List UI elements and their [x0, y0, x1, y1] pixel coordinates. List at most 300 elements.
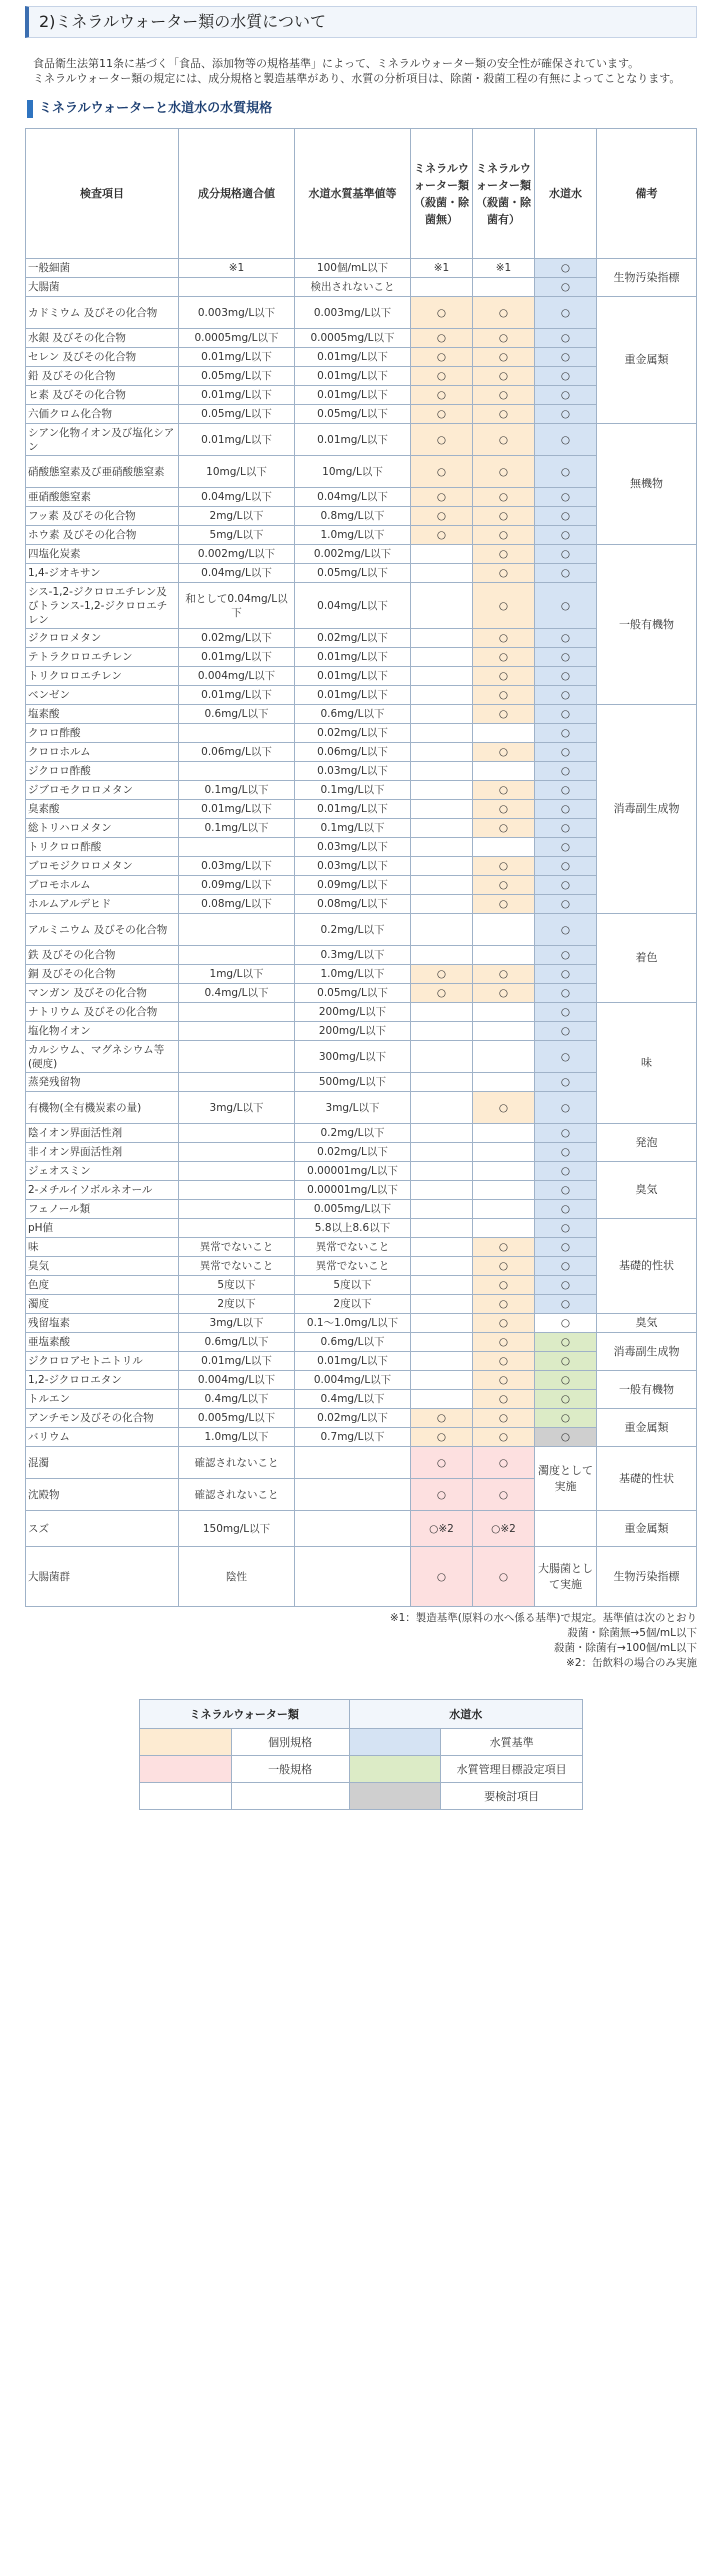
- tap-value: 1.0mg/L以下: [295, 526, 411, 545]
- tap-water-mark: ○: [535, 667, 597, 686]
- tap-value: 0.02mg/L以下: [295, 724, 411, 743]
- mw-sterilize-mark: ○: [473, 1092, 535, 1124]
- table-row: [26, 1143, 697, 1162]
- mw-no-sterilize-mark: ○: [411, 488, 473, 507]
- mw-no-sterilize-mark: ○: [411, 329, 473, 348]
- table-row: [26, 545, 697, 564]
- item-name: 蒸発残留物: [26, 1073, 179, 1092]
- mineral-value: 0.005mg/L以下: [179, 1409, 295, 1428]
- mineral-value: 5mg/L以下: [179, 526, 295, 545]
- mw-sterilize-mark: ○: [473, 800, 535, 819]
- mw-sterilize-mark: ○: [473, 405, 535, 424]
- table-row: [26, 838, 697, 857]
- mineral-value: 0.03mg/L以下: [179, 857, 295, 876]
- mw-no-sterilize-mark: ○: [411, 456, 473, 488]
- item-name: トリクロロ酢酸: [26, 838, 179, 857]
- remark: 発泡: [597, 1124, 697, 1162]
- mineral-value: 0.05mg/L以下: [179, 405, 295, 424]
- item-name: ヒ素 及びその化合物: [26, 386, 179, 405]
- mw-sterilize-mark: ○: [473, 819, 535, 838]
- mw-sterilize-mark: ○: [473, 648, 535, 667]
- mw-no-sterilize-mark: ○: [411, 984, 473, 1003]
- item-name: トルエン: [26, 1390, 179, 1409]
- mw-sterilize-mark: ○: [473, 367, 535, 386]
- mw-no-sterilize-mark: [411, 583, 473, 629]
- mw-no-sterilize-mark: [411, 1143, 473, 1162]
- tap-value: 500mg/L以下: [295, 1073, 411, 1092]
- tap-value: 0.01mg/L以下: [295, 367, 411, 386]
- footnote-1: ※1：製造基準(原料の水へ係る基準)で規定。基準値は次のとおり: [389, 1612, 697, 1624]
- tap-value: 0.6mg/L以下: [295, 705, 411, 724]
- tap-water-mark: ○: [535, 297, 597, 329]
- table-row: [26, 367, 697, 386]
- header-tap-value: 水道水質基準値等: [295, 129, 411, 259]
- mineral-value: 0.04mg/L以下: [179, 488, 295, 507]
- mw-no-sterilize-mark: [411, 1041, 473, 1073]
- item-name: 色度: [26, 1276, 179, 1295]
- table-row: [26, 1295, 697, 1314]
- item-name: ホルムアルデヒド: [26, 895, 179, 914]
- tap-note: 濁度として実施: [535, 1447, 597, 1511]
- table-body: [26, 259, 697, 1607]
- item-name: ホウ素 及びその化合物: [26, 526, 179, 545]
- tap-water-mark: ○: [535, 564, 597, 583]
- mw-no-sterilize-mark: [411, 564, 473, 583]
- table-row: [26, 667, 697, 686]
- tap-water-mark: ○: [535, 488, 597, 507]
- table-row: [26, 1041, 697, 1073]
- mineral-value: [179, 838, 295, 857]
- tap-value: 0.3mg/L以下: [295, 946, 411, 965]
- table-row: [26, 1276, 697, 1295]
- tap-water-mark: ○: [535, 1092, 597, 1124]
- tap-water-mark: ○: [535, 1295, 597, 1314]
- mw-no-sterilize-mark: ○: [411, 297, 473, 329]
- tap-note: 大腸菌として実施: [535, 1547, 597, 1607]
- item-name: フッ素 及びその化合物: [26, 507, 179, 526]
- table-row: [26, 895, 697, 914]
- legend-water-quality: 水質基準: [441, 1729, 583, 1756]
- tap-value: 100個/mL以下: [295, 259, 411, 278]
- item-name: 混濁: [26, 1447, 179, 1479]
- mw-no-sterilize-mark: [411, 1238, 473, 1257]
- mw-sterilize-mark: ○: [473, 1409, 535, 1428]
- mineral-value: [179, 946, 295, 965]
- item-name: 塩化物イオン: [26, 1022, 179, 1041]
- tap-value: 0.02mg/L以下: [295, 1143, 411, 1162]
- table-row: [26, 1314, 697, 1333]
- item-name: 鉄 及びその化合物: [26, 946, 179, 965]
- table-row: [26, 1124, 697, 1143]
- mw-sterilize-mark: ○: [473, 1447, 535, 1479]
- mw-no-sterilize-mark: [411, 1257, 473, 1276]
- item-name: トリクロロエチレン: [26, 667, 179, 686]
- mw-no-sterilize-mark: [411, 1295, 473, 1314]
- item-name: 非イオン界面活性剤: [26, 1143, 179, 1162]
- tap-value: 0.04mg/L以下: [295, 488, 411, 507]
- tap-water-mark: ○: [535, 965, 597, 984]
- table-row: [26, 278, 697, 297]
- tap-water-mark: ○: [535, 914, 597, 946]
- tap-value: 10mg/L以下: [295, 456, 411, 488]
- tap-water-mark: ○: [535, 800, 597, 819]
- tap-value: 異常でないこと: [295, 1257, 411, 1276]
- table-row: [26, 1238, 697, 1257]
- item-name: シス-1,2-ジクロロエチレン及びトランス-1,2-ジクロロエチレン: [26, 583, 179, 629]
- tap-value: 0.003mg/L以下: [295, 297, 411, 329]
- table-row: [26, 724, 697, 743]
- table-row: [26, 876, 697, 895]
- mw-sterilize-mark: ○: [473, 1257, 535, 1276]
- table-row: [26, 762, 697, 781]
- tap-value: 5.8以上8.6以下: [295, 1219, 411, 1238]
- item-name: pH値: [26, 1219, 179, 1238]
- item-name: ナトリウム 及びその化合物: [26, 1003, 179, 1022]
- mw-no-sterilize-mark: [411, 1333, 473, 1352]
- mineral-value: 異常でないこと: [179, 1257, 295, 1276]
- tap-value: 0.02mg/L以下: [295, 1409, 411, 1428]
- mineral-value: 異常でないこと: [179, 1238, 295, 1257]
- tap-water-mark: ○: [535, 329, 597, 348]
- tap-value: 0.05mg/L以下: [295, 984, 411, 1003]
- table-row: [26, 488, 697, 507]
- tap-water-mark: ○: [535, 781, 597, 800]
- tap-water-mark: ○: [535, 629, 597, 648]
- tap-value: 0.00001mg/L以下: [295, 1181, 411, 1200]
- tap-value: 0.00001mg/L以下: [295, 1162, 411, 1181]
- footnote-1b: 殺菌・除菌有→100個/mL以下: [554, 1642, 697, 1654]
- mw-sterilize-mark: [473, 278, 535, 297]
- footnote-2: ※2：缶飲料の場合のみ実施: [566, 1657, 697, 1669]
- tap-water-mark: ○: [535, 583, 597, 629]
- item-name: 大腸菌群: [26, 1547, 179, 1607]
- mw-no-sterilize-mark: [411, 1219, 473, 1238]
- header-test-item: 検査項目: [26, 129, 179, 259]
- tap-water-mark: ○: [535, 259, 597, 278]
- tap-water-mark: ○: [535, 1162, 597, 1181]
- tap-value: 0.03mg/L以下: [295, 838, 411, 857]
- item-name: 鉛 及びその化合物: [26, 367, 179, 386]
- mineral-value: 0.01mg/L以下: [179, 424, 295, 456]
- tap-value: 200mg/L以下: [295, 1022, 411, 1041]
- tap-water-mark: ○: [535, 1073, 597, 1092]
- tap-value: 0.01mg/L以下: [295, 648, 411, 667]
- table-row: [26, 1200, 697, 1219]
- mineral-value: ※1: [179, 259, 295, 278]
- table-row: [26, 1390, 697, 1409]
- mw-no-sterilize-mark: [411, 667, 473, 686]
- tap-water-mark: ○: [535, 819, 597, 838]
- mw-sterilize-mark: ○: [473, 1428, 535, 1447]
- mw-sterilize-mark: ○: [473, 545, 535, 564]
- mw-no-sterilize-mark: [411, 1200, 473, 1219]
- tap-water-mark: ○: [535, 648, 597, 667]
- mw-no-sterilize-mark: [411, 1181, 473, 1200]
- mw-no-sterilize-mark: [411, 1371, 473, 1390]
- table-row: [26, 1073, 697, 1092]
- tap-value: 0.01mg/L以下: [295, 386, 411, 405]
- mw-no-sterilize-mark: ○: [411, 1479, 473, 1511]
- table-row: [26, 386, 697, 405]
- table-row: [26, 259, 697, 278]
- item-name: 大腸菌: [26, 278, 179, 297]
- mw-no-sterilize-mark: [411, 895, 473, 914]
- mineral-value: [179, 1219, 295, 1238]
- mw-sterilize-mark: ○: [473, 705, 535, 724]
- remark: 味: [597, 1003, 697, 1124]
- mineral-value: 0.04mg/L以下: [179, 564, 295, 583]
- mw-no-sterilize-mark: [411, 1022, 473, 1041]
- item-name: 総トリハロメタン: [26, 819, 179, 838]
- item-name: テトラクロロエチレン: [26, 648, 179, 667]
- item-name: 亜硝酸態窒素: [26, 488, 179, 507]
- item-name: シアン化物イオン及び塩化シアン: [26, 424, 179, 456]
- table-row: [26, 965, 697, 984]
- tap-water-mark: ○: [535, 386, 597, 405]
- mw-sterilize-mark: [473, 1041, 535, 1073]
- mw-sterilize-mark: ○: [473, 984, 535, 1003]
- mw-no-sterilize-mark: [411, 781, 473, 800]
- item-name: 一般細菌: [26, 259, 179, 278]
- mw-no-sterilize-mark: [411, 876, 473, 895]
- mw-sterilize-mark: [473, 1219, 535, 1238]
- table-row: [26, 1022, 697, 1041]
- section-heading: ミネラルウォーターと水道水の水質規格: [27, 100, 697, 118]
- legend-target: 水質管理目標設定項目: [441, 1756, 583, 1783]
- mw-sterilize-mark: [473, 1073, 535, 1092]
- legend-table: [139, 1699, 583, 1810]
- mw-sterilize-mark: ○※2: [473, 1511, 535, 1547]
- mineral-value: 3mg/L以下: [179, 1092, 295, 1124]
- tap-value: 0.01mg/L以下: [295, 686, 411, 705]
- mineral-value: 0.01mg/L以下: [179, 800, 295, 819]
- item-name: セレン 及びその化合物: [26, 348, 179, 367]
- mineral-value: [179, 1124, 295, 1143]
- legend-review: 要検討項目: [441, 1783, 583, 1810]
- item-name: スズ: [26, 1511, 179, 1547]
- mw-no-sterilize-mark: [411, 857, 473, 876]
- tap-value: 0.4mg/L以下: [295, 1390, 411, 1409]
- item-name: 水銀 及びその化合物: [26, 329, 179, 348]
- mw-sterilize-mark: ○: [473, 895, 535, 914]
- tap-value: 0.7mg/L以下: [295, 1428, 411, 1447]
- tap-value: 検出されないこと: [295, 278, 411, 297]
- mw-sterilize-mark: ※1: [473, 259, 535, 278]
- mw-sterilize-mark: ○: [473, 686, 535, 705]
- mw-no-sterilize-mark: ○: [411, 526, 473, 545]
- remark: 無機物: [597, 424, 697, 545]
- mw-no-sterilize-mark: [411, 629, 473, 648]
- table-row: [26, 984, 697, 1003]
- mw-sterilize-mark: ○: [473, 629, 535, 648]
- tap-water-mark: ○: [535, 1022, 597, 1041]
- table-row: [26, 456, 697, 488]
- mineral-value: [179, 1041, 295, 1073]
- legend-tw-header: 水道水: [349, 1700, 582, 1729]
- mw-no-sterilize-mark: [411, 1276, 473, 1295]
- tap-value: 異常でないこと: [295, 1238, 411, 1257]
- legend-swatch-review: [349, 1783, 441, 1810]
- mw-no-sterilize-mark: ○: [411, 367, 473, 386]
- item-name: 陰イオン界面活性剤: [26, 1124, 179, 1143]
- mineral-value: [179, 278, 295, 297]
- legend-mw-header: ミネラルウォーター類: [140, 1700, 350, 1729]
- table-row: [26, 329, 697, 348]
- item-name: 1,2-ジクロロエタン: [26, 1371, 179, 1390]
- mineral-value: 0.01mg/L以下: [179, 1352, 295, 1371]
- table-row: [26, 1162, 697, 1181]
- tap-value: 1.0mg/L以下: [295, 965, 411, 984]
- item-name: 残留塩素: [26, 1314, 179, 1333]
- tap-water-mark: ○: [535, 405, 597, 424]
- mineral-value: 0.4mg/L以下: [179, 984, 295, 1003]
- remark: 生物汚染指標: [597, 1547, 697, 1607]
- tap-value: 0.03mg/L以下: [295, 762, 411, 781]
- mineral-value: [179, 1003, 295, 1022]
- mineral-value: 0.0005mg/L以下: [179, 329, 295, 348]
- mw-no-sterilize-mark: ○: [411, 1547, 473, 1607]
- mineral-value: 0.02mg/L以下: [179, 629, 295, 648]
- table-row: [26, 686, 697, 705]
- mineral-value: 0.002mg/L以下: [179, 545, 295, 564]
- table-row: [26, 1511, 697, 1547]
- header-mineral-value: 成分規格適合値: [179, 129, 295, 259]
- mineral-value: [179, 1162, 295, 1181]
- header-remarks: 備考: [597, 129, 697, 259]
- mineral-value: 0.1mg/L以下: [179, 819, 295, 838]
- tap-water-mark: ○: [535, 724, 597, 743]
- mw-sterilize-mark: ○: [473, 965, 535, 984]
- tap-value: 0.03mg/L以下: [295, 857, 411, 876]
- mw-no-sterilize-mark: [411, 914, 473, 946]
- mw-no-sterilize-mark: [411, 686, 473, 705]
- item-name: ジェオスミン: [26, 1162, 179, 1181]
- remark: 基礎的性状: [597, 1219, 697, 1314]
- item-name: アンチモン及びその化合物: [26, 1409, 179, 1428]
- legend-swatch-individual: [140, 1729, 232, 1756]
- tap-water-mark: ○: [535, 367, 597, 386]
- mineral-value: 0.09mg/L以下: [179, 876, 295, 895]
- mineral-value: 2度以下: [179, 1295, 295, 1314]
- mw-no-sterilize-mark: [411, 946, 473, 965]
- mineral-value: 確認されないこと: [179, 1447, 295, 1479]
- mineral-value: [179, 724, 295, 743]
- tap-water-mark: ○: [535, 1428, 597, 1447]
- mw-sterilize-mark: ○: [473, 667, 535, 686]
- tap-value: 0.1mg/L以下: [295, 781, 411, 800]
- mw-no-sterilize-mark: [411, 705, 473, 724]
- mw-no-sterilize-mark: ○: [411, 507, 473, 526]
- mw-sterilize-mark: ○: [473, 1547, 535, 1607]
- table-row: [26, 1547, 697, 1607]
- mw-sterilize-mark: ○: [473, 526, 535, 545]
- mw-no-sterilize-mark: [411, 743, 473, 762]
- item-name: 有機物(全有機炭素の量): [26, 1092, 179, 1124]
- mw-no-sterilize-mark: [411, 1390, 473, 1409]
- mw-sterilize-mark: [473, 762, 535, 781]
- table-row: [26, 857, 697, 876]
- mw-sterilize-mark: ○: [473, 743, 535, 762]
- tap-value: 0.1～1.0mg/L以下: [295, 1314, 411, 1333]
- legend-swatch-target: [349, 1756, 441, 1783]
- tap-value: 0.09mg/L以下: [295, 876, 411, 895]
- header-tap-water: 水道水: [535, 129, 597, 259]
- table-row: [26, 1371, 697, 1390]
- tap-value: 0.08mg/L以下: [295, 895, 411, 914]
- mineral-value: 0.004mg/L以下: [179, 667, 295, 686]
- item-name: 臭気: [26, 1257, 179, 1276]
- table-row: [26, 914, 697, 946]
- mineral-value: [179, 1022, 295, 1041]
- mw-sterilize-mark: ○: [473, 1238, 535, 1257]
- mineral-value: 陰性: [179, 1547, 295, 1607]
- mw-no-sterilize-mark: [411, 819, 473, 838]
- mw-no-sterilize-mark: [411, 762, 473, 781]
- tap-value: 0.04mg/L以下: [295, 583, 411, 629]
- mw-no-sterilize-mark: [411, 838, 473, 857]
- mw-no-sterilize-mark: ○: [411, 386, 473, 405]
- item-name: ブロモホルム: [26, 876, 179, 895]
- tap-value: 0.005mg/L以下: [295, 1200, 411, 1219]
- mw-no-sterilize-mark: [411, 800, 473, 819]
- table-row: [26, 705, 697, 724]
- footnote-1a: 殺菌・除菌無→5個/mL以下: [567, 1627, 697, 1639]
- mw-sterilize-mark: [473, 1200, 535, 1219]
- mw-sterilize-mark: ○: [473, 1333, 535, 1352]
- tap-water-mark: ○: [535, 1333, 597, 1352]
- mineral-value: 0.01mg/L以下: [179, 686, 295, 705]
- table-row: [26, 507, 697, 526]
- mw-sterilize-mark: [473, 1022, 535, 1041]
- tap-water-mark: ○: [535, 984, 597, 1003]
- mineral-value: 確認されないこと: [179, 1479, 295, 1511]
- mw-sterilize-mark: ○: [473, 857, 535, 876]
- mw-sterilize-mark: ○: [473, 488, 535, 507]
- item-name: ベンゼン: [26, 686, 179, 705]
- tap-water-mark: ○: [535, 1409, 597, 1428]
- item-name: フェノール類: [26, 1200, 179, 1219]
- item-name: ジクロロメタン: [26, 629, 179, 648]
- tap-water-mark: ○: [535, 1181, 597, 1200]
- mw-sterilize-mark: ○: [473, 583, 535, 629]
- item-name: 塩素酸: [26, 705, 179, 724]
- table-row: [26, 1447, 697, 1479]
- footnotes: [25, 1611, 697, 1671]
- item-name: バリウム: [26, 1428, 179, 1447]
- remark: 重金属類: [597, 297, 697, 424]
- tap-water-mark: ○: [535, 1219, 597, 1238]
- item-name: クロロ酢酸: [26, 724, 179, 743]
- table-row: [26, 1352, 697, 1371]
- mw-no-sterilize-mark: ○: [411, 1447, 473, 1479]
- table-row: [26, 743, 697, 762]
- intro: [33, 56, 697, 86]
- mw-sterilize-mark: ○: [473, 386, 535, 405]
- remark: 消毒副生成物: [597, 1333, 697, 1371]
- tap-value: 0.01mg/L以下: [295, 1352, 411, 1371]
- tap-water-mark: ○: [535, 1276, 597, 1295]
- tap-water-mark: ○: [535, 946, 597, 965]
- tap-water-mark: ○: [535, 1257, 597, 1276]
- tap-value: 0.05mg/L以下: [295, 564, 411, 583]
- page: [25, 6, 697, 1810]
- tap-water-mark: ○: [535, 1200, 597, 1219]
- standards-table: [25, 128, 697, 1607]
- table-row: [26, 1257, 697, 1276]
- tap-value: 0.05mg/L以下: [295, 405, 411, 424]
- mw-sterilize-mark: ○: [473, 348, 535, 367]
- tap-water-mark: ○: [535, 1041, 597, 1073]
